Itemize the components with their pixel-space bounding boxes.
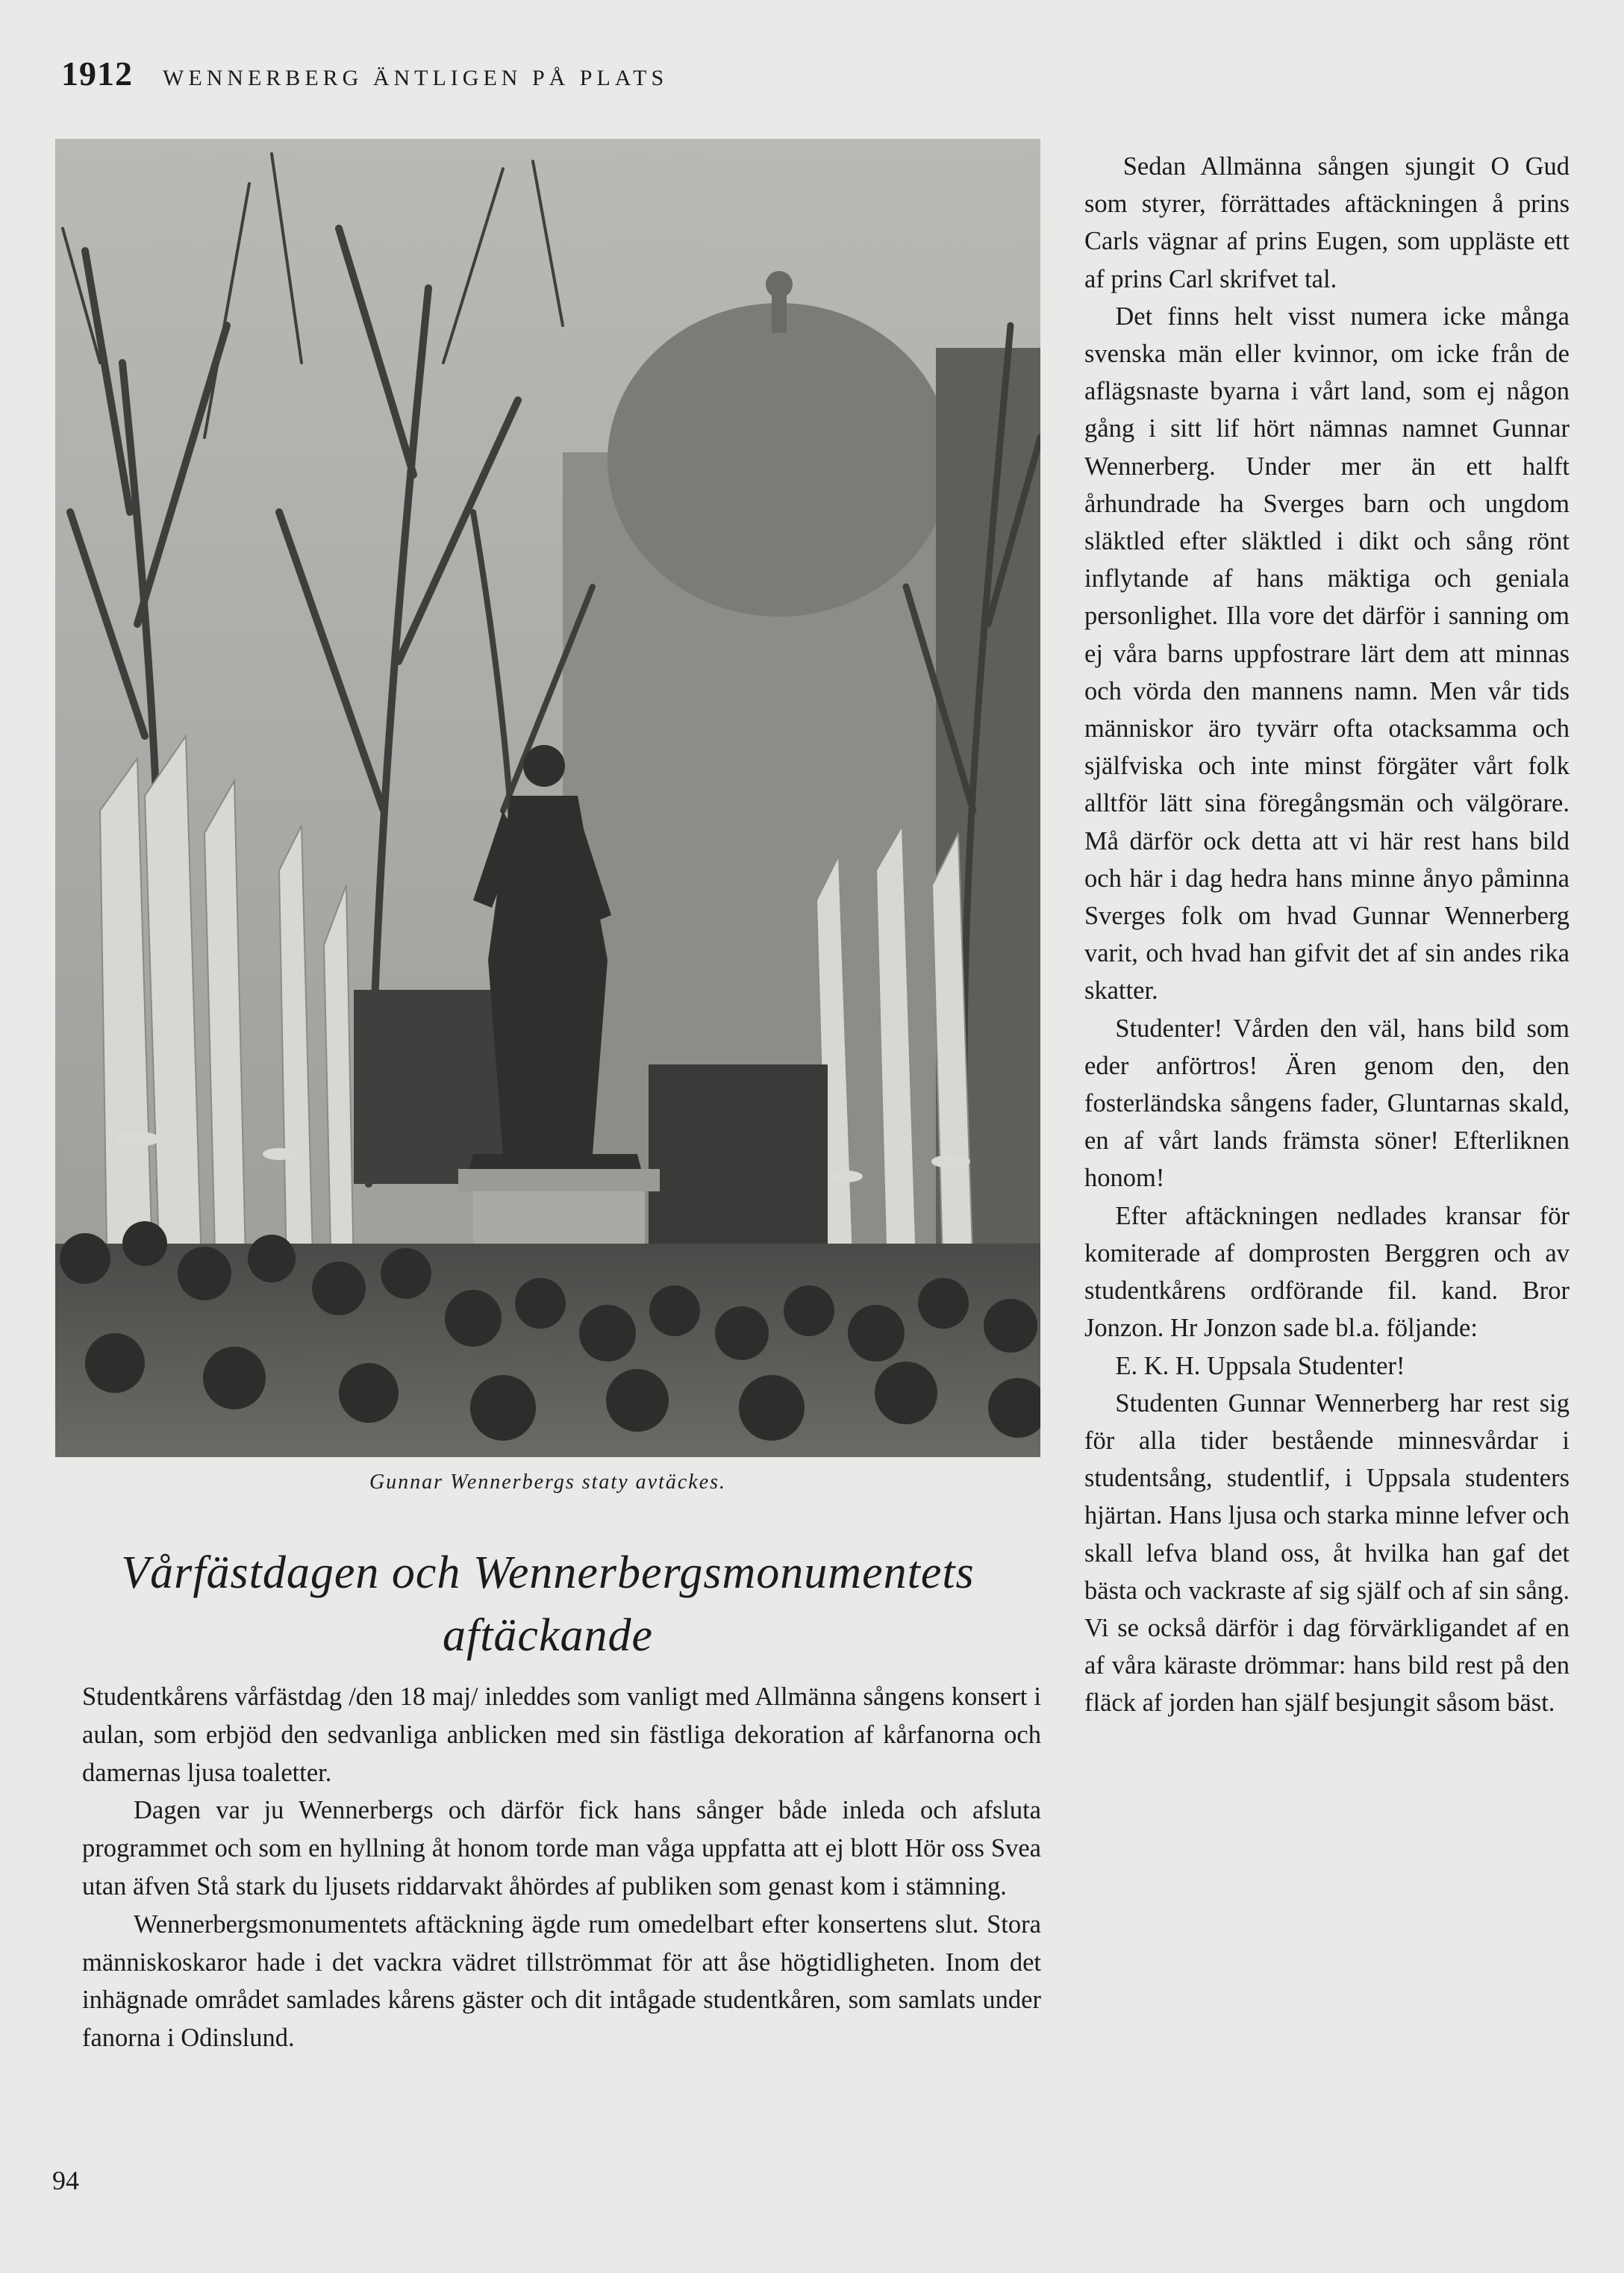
article-title-line-1: Vårfästdagen och Wennerbergsmonumentets (121, 1547, 975, 1598)
paragraph: Studenten Gunnar Wennerberg har rest sig för alla tider bestående minnesvårdar i studentsång, studentlif, i Uppsala studenters hjärtan. Hans ljusa och starka minne lefver och skall lefva bland oss, åt hvilka han gaf det bästa och vackraste af sig själf och af sin sång. Vi se också därför i dag förvärkligandet af en af våra käraste drömmar: hans bild rest på den fläck af jorden han själf besjungit såsom bäst. (1084, 1388, 1570, 1718)
paragraph: Dagen var ju Wennerbergs och därför fick hans sånger både inleda och afsluta programmet och som en hyllning åt honom torde man våga uppfatta att ej blott Hör oss Svea utan äfven Stå stark du ljusets riddarvakt åhördes af publiken som genast kom i stämning. (82, 1796, 1041, 1901)
page-number: 94 (52, 2166, 79, 2195)
photo-caption: Gunnar Wennerbergs staty avtäckes. (369, 1471, 727, 1494)
header-year: 1912 (61, 54, 133, 93)
left-column-text (82, 1678, 1041, 2057)
article-title-line-2: aftäckande (442, 1610, 653, 1661)
paragraph: Det finns helt visst numera icke många svenska män eller kvinnor, om icke från de aflägsnaste byarna i vårt land, som ej någon gång i sitt lif hört nämnas namnet Gunnar Wennerberg. Under mer än ett halft århundrade ha Sverges barn och ungdom släktled efter släktled i dikt och sång rönt inflytande af hans mäktiga och geniala personlighet. Illa vore det därför i sanning om ej våra barns uppfostrare lärt dem att minnas och vörda den mannens namn. Men vår tids människor äro tyvärr ofta otacksamma och själfviska och inte minst förgäter vårt folk alltför lätt sina föregångsmän och välgörare. Må därför ock detta att vi här rest hans bild och här i dag hedra hans minne ånyo påminna Sverges folk om hvad Gunnar Wennerberg varit, och hvad han gifvit det af sin andes rika skatter. (1084, 302, 1570, 1005)
right-column-text (1084, 148, 1570, 1722)
photo-illustration (55, 139, 1040, 1457)
paragraph: Sedan Allmänna sången sjungit O Gud som styrer, förrättades aftäckningen å prins Carls vägnar af prins Eugen, som uppläste ett af prins Carl skrifvet tal. (1084, 152, 1570, 293)
running-header (61, 54, 668, 99)
paragraph: Studentkårens vårfästdag /den 18 maj/ inleddes som vanligt med Allmänna sångens konsert i aulan, som erbjöd den sedvanliga anblicken med sin fästliga dekoration af kårfanorna och damernas ljusa toaletter. (82, 1683, 1041, 1787)
salutation: E. K. H. Uppsala Studenter! (1115, 1351, 1405, 1380)
running-title: WENNERBERG ÄNTLIGEN PÅ PLATS (163, 66, 669, 90)
paragraph: Efter aftäckningen nedlades kransar för komiterade af domprosten Berggren och av studentkårens ordförande fil. kand. Bror Jonzon. Hr Jonzon sade bl.a. följande: (1084, 1201, 1570, 1343)
paragraph: Studenter! Vården den väl, hans bild som eder anförtros! Ären genom den, den fosterländska sångens fader, Gluntarnas skald, en af vårt lands främsta söner! Efterliknen honom! (1084, 1014, 1570, 1193)
article-title (55, 1541, 1040, 1667)
paragraph: Wennerbergsmonumentets aftäckning ägde rum omedelbart efter konsertens slut. Stora människoskaror hade i det vackra vädret tillströmmat för att åse högtidligheten. Inom det inhägnade området samlades kårens gäster och dit intågade studentkåren, som samlats under fanorna i Odinslund. (82, 1909, 1041, 2053)
statue-unveiling-photo (55, 139, 1040, 1457)
